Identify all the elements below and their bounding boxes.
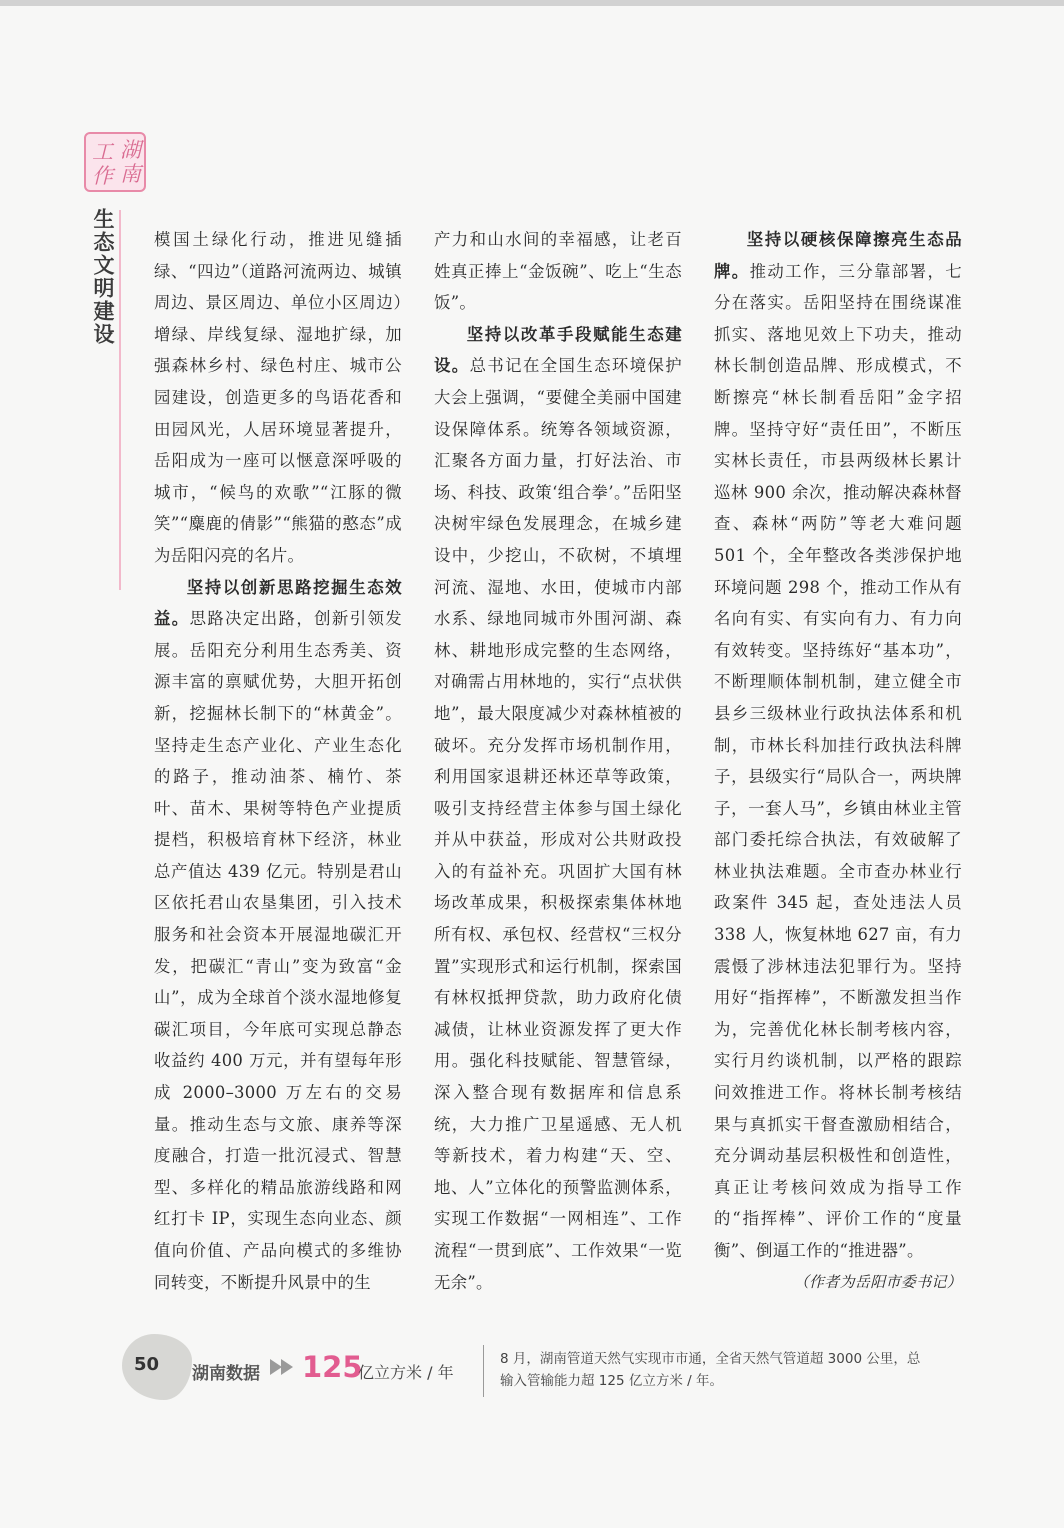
highlight-number: 125 [302, 1350, 363, 1384]
section-title: 生态文明建设 [91, 208, 115, 346]
page-top-border [0, 0, 1064, 6]
highlight-unit: 亿立方米 / 年 [358, 1363, 454, 1382]
paragraph-body: 总书记在全国生态环境保护大会上强调，“要健全美丽中国建设保障体系。统筹各领域资源，汇聚各方面力量，打好法治、市场、科技、政策‘组合拳’。”岳阳坚决树牢绿色发展理念，在城乡建设中，少挖山，不砍树，不填埋河流、湿地、水田，使城市内部水系、绿地同城市外围河湖、森林、耕地形成完整的生态网络，对确需占用林地的，实行“点状供地”，最大限度减少对森林植被的破坏。充分发挥市场机制作用，利用国家退耕还林还草等政策，吸引支持经营主体参与国土绿化并从中获益，形成对公共财政投入的有益补充。巩固扩大国有林场改革成果，积极探索集体林地所有权、承包权、经营权“三权分置”实现形式和运行机制，探索国有林权抵押贷款，助力政府化债减债，让林业资源发挥了更大作用。强化科技赋能、智慧管绿，深入整合现有数据库和信息系统，大力推广卫星遥感、无人机等新技术，着力构建“天、空、地、人”立体化的预警监测体系，实现工作数据“一网相连”、工作流程“一贯到底”、工作效果“一览无余”。 [434, 356, 682, 1292]
author-byline: （作者为岳阳市委书记） [793, 1272, 962, 1291]
paragraph-body: 推动工作，三分靠部署，七分在落实。岳阳坚持在围绕谋准抓实、落地见效上下功夫，推动林长制创造品牌、形成模式，不断擦亮“林长制看岳阳”金字招牌。坚持守好“责任田”，不断压实林长责任，市县两级林长累计巡林 900 余次，推动解决森林督查、森林“两防”等老大难问题 501 个，全年整改各类涉保护地环境问题 298 个，推动工作从有名向有实、有实向有力、有力向有效转变。坚持练好“基本功”，不断理顺体制机制，建立健全市县乡三级林业行政执法体系和机制，市林长科加挂行政执法科牌子，县级实行“局队合一，两块牌子，一套人马”，乡镇由林业主管部门委托综合执法，有效破解了林业执法难题。全市查办林业行政案件 345 起，查处违法人员 338 人，恢复林地 627 亩，有力震慑了涉林违法犯罪行为。坚持用好“指挥棒”，不断激发担当作为，完善优化林长制考核内容，实行月约谈机制，以严格的跟踪问效推进工作。将林长制考核结果与真抓实干督查激励相结合，充分调动基层积极性和创造性，真正让考核问效成为指导工作的“指挥棒”、评价工作的“度量衡”、倒逼工作的“推进器”。 [714, 261, 962, 1260]
magazine-logo [84, 132, 146, 192]
paragraph: 产力和山水间的幸福感，让老百姓真正捧上“金饭碗”、吃上“生态饭”。 [434, 230, 682, 313]
page-number: 50 [134, 1354, 160, 1375]
paragraph [154, 572, 402, 1299]
logo-char: 作 [92, 164, 113, 188]
paragraph-body: 思路决定出路，创新引领发展。岳阳充分利用生态秀美、资源丰富的禀赋优势，大胆开拓创新，挖掘林长制下的“林黄金”。坚持走生态产业化、产业生态化的路子，推动油茶、楠竹、茶叶、苗木、果树等特色产业提质提档，积极培育林下经济，林业总产值达 439 亿元。特别是君山区依托君山农垦集团，引入技术服务和社会资本开展湿地碳汇开发，把碳汇“青山”变为致富“金山”，成为全球首个淡水湿地修复碳汇项目，今年底可实现总静态收益约 400 万元，并有望每年形成 2000–3000 万左右的交易量。推动生态与文旅、康养等深度融合，打造一批沉浸式、智慧型、多样化的精品旅游线路和网红打卡 IP，实现生态向业态、颜值向价值、产品向模式的多维协同转变，不断提升风景中的生 [154, 609, 402, 1292]
article-column-2 [434, 224, 682, 1298]
footer-label: 湖南数据 [192, 1364, 260, 1384]
paragraph-heading: 坚持以改革手段赋能生态建设。 [434, 324, 682, 376]
footer-note: 8 月，湖南管道天然气实现市市通，全省天然气管道超 3000 公里，总输入管输能力超 125 亿立方米 / 年。 [500, 1351, 921, 1389]
footer-divider [483, 1345, 484, 1397]
article-column-3 [714, 224, 962, 1298]
paragraph: 模国土绿化行动，推进见缝插绿、“四边”（道路河流两边、城镇周边、景区周边、单位小区周边）增绿、岸线复绿、湿地扩绿，加强森林乡村、绿色村庄、城市公园建设，创造更多的鸟语花香和田园风光，人居环境显著提升，岳阳成为一座可以惬意深呼吸的城市，“候鸟的欢歌”“江豚的微笑”“麋鹿的倩影”“熊猫的憨态”成为岳阳闪亮的名片。 [154, 230, 402, 565]
double-arrow-icon [270, 1359, 296, 1375]
logo-char: 南 [120, 162, 141, 186]
paragraph [714, 224, 962, 1267]
article-column-1 [154, 224, 402, 1298]
section-divider [119, 210, 121, 590]
logo-char: 工 [92, 140, 113, 164]
logo-char: 湖 [120, 138, 141, 162]
paragraph-heading: 坚持以硬核保障擦亮生态品牌。 [714, 230, 962, 281]
paragraph [434, 319, 682, 1298]
paragraph-heading: 坚持以创新思路挖掘生态效益。 [154, 577, 402, 629]
